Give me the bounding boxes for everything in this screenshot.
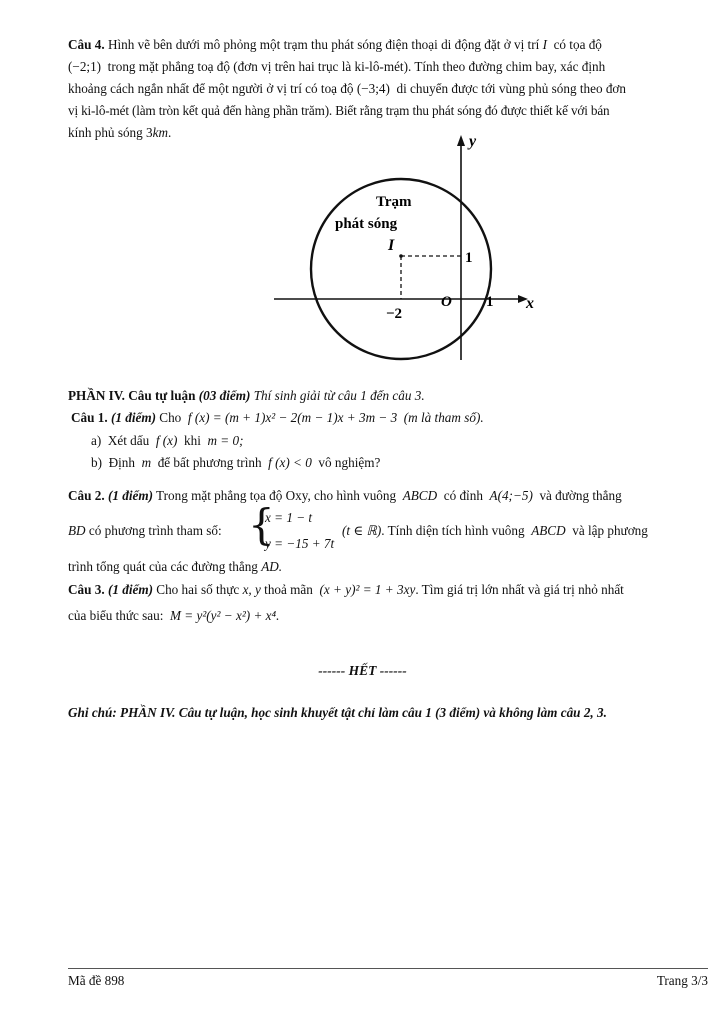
c3-label: Câu 3. [68,582,105,597]
station-label-1: Trạm [376,194,412,210]
c2-eq-2: y = −15 + 7t [265,536,335,551]
q4-line-3: khoảng cách ngắn nhất để một người ở vị trí có toạ độ (−3;4) di chuyển được tới vùng phủ sóng theo đơn [68,81,627,96]
exam-code: Mã đề 898 [68,973,125,988]
q4-line-4: vị ki-lô-mét (làm tròn kết quả đến hàng phần trăm). Biết rằng trạm thu phát sóng đó được thiết kế với bán [68,103,610,118]
q4-line-5: kính phủ sóng 3km. [68,125,172,140]
c2-line-2: BD có phương trình tham số: [68,523,222,538]
page-number: Trang 3/3 [656,973,708,988]
y-axis-label: y [469,133,477,150]
system-brace: { [248,500,275,549]
part-iv-heading: PHẦN IV. Câu tự luận (03 điểm) Thí sinh giải từ câu 1 đến câu 3. [68,388,425,403]
x-tick-neg2: −2 [386,306,403,322]
c1-label: Câu 1. [71,410,108,425]
end-marker: ------ HẾT ------ [318,663,407,678]
y-tick-1: 1 [465,250,473,266]
c3-line-1: Câu 3. (1 điểm) Cho hai số thực x, y thoả mãn (x + y)² = 1 + 3xy. Tìm giá trị lớn nhất và giá trị nhỏ nhất [68,582,624,597]
question-4 [68,34,690,144]
part-iv-title: PHẦN IV. Câu tự luận [68,388,196,403]
coverage-figure [260,132,550,364]
c3-line-2: của biểu thức sau: M = y²(y² − x²) + x⁴. [68,608,280,623]
station-label-2: phát sóng [335,216,398,232]
origin-label: O [441,294,452,310]
question-1: Câu 1. (1 điểm) Cho f (x) = (m + 1)x² − 2(m − 1)x + 3m − 3 (m là tham số). [71,410,484,425]
q4-line-1: Câu 4. Hình vẽ bên dưới mô phỏng một trạm thu phát sóng điện thoại di động đặt ở vị trí I có tọa độ [68,37,602,52]
c2-line-3: trình tổng quát của các đường thẳng AD. [68,559,283,574]
x-axis-label: x [526,295,534,312]
c2-eq-1: x = 1 − t [265,510,313,525]
c1-part-a: a) Xét dấu f (x) khi m = 0; [91,433,244,448]
c2-label: Câu 2. [68,488,105,503]
c1-part-b: b) Định m để bất phương trình f (x) < 0 vô nghiệm? [91,455,381,470]
y-axis-arrow [457,135,465,146]
x-tick-1: 1 [486,294,494,310]
c2-line-1: Câu 2. (1 điểm) Trong mặt phẳng tọa độ Oxy, cho hình vuông ABCD có đỉnh A(4;−5) và đường thẳng [68,488,622,503]
q4-label: Câu 4. [68,37,105,52]
c2-line-2b: (t ∈ ℝ). Tính diện tích hình vuông ABCD và lập phương [342,523,648,538]
c1-formula: f (x) = (m + 1)x² − 2(m − 1)x + 3m − 3 [187,410,398,425]
point-i [399,254,403,258]
q4-line-2: (−2;1) trong mặt phẳng toạ độ (đơn vị trên hai trục là ki-lô-mét). Tính theo đường chim bay, xác định [68,59,606,74]
point-i-label: I [388,237,395,254]
footnote: Ghi chú: PHẦN IV. Câu tự luận, học sinh khuyết tật chỉ làm câu 1 (3 điểm) và không làm câu 2, 3. [68,705,607,720]
footer-divider [68,968,708,969]
